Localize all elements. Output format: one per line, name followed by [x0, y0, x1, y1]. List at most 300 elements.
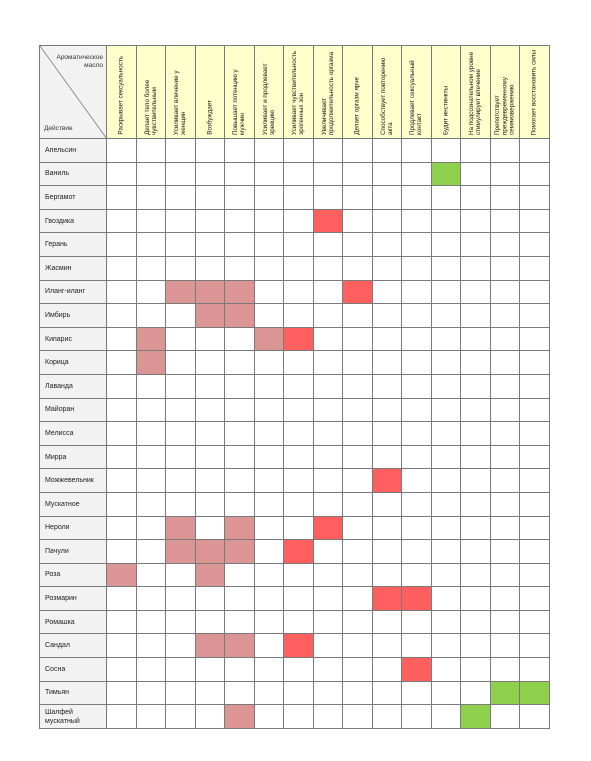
empty-cell [520, 256, 550, 280]
empty-cell [372, 304, 402, 328]
empty-cell [136, 304, 166, 328]
empty-cell [431, 327, 461, 351]
empty-cell [490, 610, 520, 634]
empty-cell [254, 351, 284, 375]
empty-cell [284, 351, 314, 375]
column-header [490, 46, 520, 139]
marked-cell [372, 469, 402, 493]
empty-cell [313, 610, 343, 634]
empty-cell [107, 162, 137, 186]
empty-cell [402, 374, 432, 398]
column-header-label: Усиливает влечение у женщин [173, 70, 188, 135]
empty-cell [431, 398, 461, 422]
row-label-oil: Можжевельник [40, 469, 107, 493]
empty-cell [195, 327, 225, 351]
empty-cell [461, 256, 491, 280]
empty-cell [254, 492, 284, 516]
header-row [40, 46, 550, 139]
empty-cell [254, 162, 284, 186]
empty-cell [402, 256, 432, 280]
empty-cell [461, 469, 491, 493]
empty-cell [195, 186, 225, 210]
empty-cell [254, 705, 284, 729]
empty-cell [402, 469, 432, 493]
empty-cell [166, 587, 196, 611]
empty-cell [136, 139, 166, 163]
empty-cell [166, 186, 196, 210]
empty-cell [284, 681, 314, 705]
empty-cell [490, 422, 520, 446]
empty-cell [490, 209, 520, 233]
empty-cell [343, 610, 373, 634]
empty-cell [225, 469, 255, 493]
marked-cell [136, 327, 166, 351]
empty-cell [402, 563, 432, 587]
empty-cell [284, 469, 314, 493]
empty-cell [225, 327, 255, 351]
table-row [40, 563, 550, 587]
column-header [402, 46, 432, 139]
empty-cell [431, 610, 461, 634]
empty-cell [136, 469, 166, 493]
empty-cell [107, 634, 137, 658]
marked-cell [195, 563, 225, 587]
column-header-label: Делает тело более чувствительным [143, 79, 158, 135]
empty-cell [195, 492, 225, 516]
empty-cell [372, 374, 402, 398]
column-header-label: Продлевает сексуальный контакт [409, 60, 424, 135]
empty-cell [372, 634, 402, 658]
empty-cell [402, 280, 432, 304]
empty-cell [431, 304, 461, 328]
empty-cell [461, 563, 491, 587]
empty-cell [166, 139, 196, 163]
marked-cell [225, 634, 255, 658]
table-row [40, 209, 550, 233]
empty-cell [313, 469, 343, 493]
empty-cell [372, 280, 402, 304]
empty-cell [195, 209, 225, 233]
marked-cell [431, 162, 461, 186]
empty-cell [107, 705, 137, 729]
marked-cell [372, 587, 402, 611]
empty-cell [343, 398, 373, 422]
empty-cell [254, 186, 284, 210]
table-row [40, 610, 550, 634]
empty-cell [431, 209, 461, 233]
empty-cell [254, 540, 284, 564]
empty-cell [195, 139, 225, 163]
empty-cell [136, 658, 166, 682]
empty-cell [166, 445, 196, 469]
empty-cell [107, 256, 137, 280]
marked-cell [313, 516, 343, 540]
empty-cell [343, 492, 373, 516]
empty-cell [461, 540, 491, 564]
empty-cell [490, 587, 520, 611]
marked-cell [254, 327, 284, 351]
empty-cell [225, 610, 255, 634]
empty-cell [225, 256, 255, 280]
empty-cell [461, 351, 491, 375]
column-header [195, 46, 225, 139]
empty-cell [461, 233, 491, 257]
empty-cell [490, 233, 520, 257]
empty-cell [254, 422, 284, 446]
empty-cell [195, 610, 225, 634]
empty-cell [520, 469, 550, 493]
empty-cell [107, 186, 137, 210]
column-header-label: Делает оргазм ярче [353, 77, 361, 135]
empty-cell [372, 540, 402, 564]
empty-cell [254, 681, 284, 705]
empty-cell [107, 398, 137, 422]
empty-cell [313, 587, 343, 611]
empty-cell [284, 139, 314, 163]
empty-cell [166, 658, 196, 682]
empty-cell [461, 516, 491, 540]
empty-cell [372, 351, 402, 375]
column-header [166, 46, 196, 139]
empty-cell [490, 327, 520, 351]
empty-cell [343, 304, 373, 328]
marked-cell [284, 634, 314, 658]
empty-cell [520, 398, 550, 422]
empty-cell [254, 634, 284, 658]
empty-cell [166, 563, 196, 587]
empty-cell [107, 351, 137, 375]
empty-cell [107, 492, 137, 516]
column-header [431, 46, 461, 139]
empty-cell [166, 610, 196, 634]
empty-cell [313, 162, 343, 186]
empty-cell [431, 469, 461, 493]
empty-cell [343, 658, 373, 682]
marked-cell [490, 681, 520, 705]
empty-cell [402, 540, 432, 564]
empty-cell [343, 139, 373, 163]
empty-cell [313, 233, 343, 257]
empty-cell [402, 327, 432, 351]
empty-cell [461, 422, 491, 446]
marked-cell [520, 681, 550, 705]
empty-cell [313, 351, 343, 375]
empty-cell [461, 634, 491, 658]
empty-cell [313, 398, 343, 422]
empty-cell [520, 139, 550, 163]
marked-cell [313, 209, 343, 233]
empty-cell [254, 398, 284, 422]
table-row [40, 587, 550, 611]
marked-cell [107, 563, 137, 587]
empty-cell [313, 540, 343, 564]
empty-cell [107, 139, 137, 163]
table-row [40, 705, 550, 729]
row-label-oil: Кипарис [40, 327, 107, 351]
row-label-oil: Тимьян [40, 681, 107, 705]
empty-cell [520, 634, 550, 658]
empty-cell [343, 681, 373, 705]
empty-cell [431, 280, 461, 304]
row-label-oil: Апельсин [40, 139, 107, 163]
marked-cell [402, 587, 432, 611]
empty-cell [284, 658, 314, 682]
empty-cell [313, 422, 343, 446]
table-row [40, 422, 550, 446]
empty-cell [254, 469, 284, 493]
empty-cell [254, 516, 284, 540]
empty-cell [461, 304, 491, 328]
empty-cell [490, 445, 520, 469]
empty-cell [225, 139, 255, 163]
empty-cell [520, 186, 550, 210]
table-row [40, 304, 550, 328]
empty-cell [225, 209, 255, 233]
empty-cell [136, 540, 166, 564]
marked-cell [225, 280, 255, 304]
empty-cell [431, 492, 461, 516]
empty-cell [490, 634, 520, 658]
column-header [136, 46, 166, 139]
empty-cell [372, 658, 402, 682]
empty-cell [195, 445, 225, 469]
row-label-oil: Лаванда [40, 374, 107, 398]
empty-cell [402, 209, 432, 233]
empty-cell [136, 610, 166, 634]
table-row [40, 658, 550, 682]
empty-cell [254, 304, 284, 328]
marked-cell [225, 540, 255, 564]
empty-cell [490, 492, 520, 516]
empty-cell [343, 563, 373, 587]
aroma-oil-table [39, 45, 550, 729]
empty-cell [166, 492, 196, 516]
empty-cell [431, 705, 461, 729]
marked-cell [166, 540, 196, 564]
empty-cell [520, 563, 550, 587]
empty-cell [372, 705, 402, 729]
empty-cell [402, 492, 432, 516]
empty-cell [136, 209, 166, 233]
marked-cell [195, 540, 225, 564]
empty-cell [166, 422, 196, 446]
empty-cell [313, 256, 343, 280]
empty-cell [284, 587, 314, 611]
empty-cell [490, 540, 520, 564]
column-header-label: Будит инстинкты [442, 85, 450, 135]
empty-cell [225, 398, 255, 422]
empty-cell [254, 256, 284, 280]
empty-cell [284, 705, 314, 729]
empty-cell [254, 374, 284, 398]
empty-cell [372, 398, 402, 422]
empty-cell [225, 658, 255, 682]
empty-cell [254, 233, 284, 257]
empty-cell [520, 304, 550, 328]
row-label-oil: Иланг-иланг [40, 280, 107, 304]
empty-cell [136, 634, 166, 658]
empty-cell [461, 162, 491, 186]
empty-cell [284, 516, 314, 540]
empty-cell [313, 304, 343, 328]
table-row [40, 327, 550, 351]
empty-cell [107, 658, 137, 682]
empty-cell [136, 374, 166, 398]
row-label-oil: Шалфей мускатный [40, 705, 107, 729]
column-header-label: Препятствует преждевременному семяизвержению [493, 77, 516, 135]
empty-cell [225, 351, 255, 375]
empty-cell [520, 516, 550, 540]
row-label-oil: Имбирь [40, 304, 107, 328]
column-header [520, 46, 550, 139]
empty-cell [431, 634, 461, 658]
empty-cell [284, 563, 314, 587]
row-label-oil: Жасмин [40, 256, 107, 280]
column-header [254, 46, 284, 139]
corner-header-cell [40, 46, 107, 139]
empty-cell [461, 398, 491, 422]
empty-cell [490, 705, 520, 729]
empty-cell [520, 351, 550, 375]
row-label-oil: Мелисса [40, 422, 107, 446]
empty-cell [402, 516, 432, 540]
empty-cell [402, 610, 432, 634]
empty-cell [195, 469, 225, 493]
empty-cell [107, 233, 137, 257]
table-row [40, 233, 550, 257]
empty-cell [343, 186, 373, 210]
empty-cell [372, 492, 402, 516]
empty-cell [225, 186, 255, 210]
empty-cell [107, 327, 137, 351]
corner-oil-label: Ароматическое масло [56, 54, 103, 69]
empty-cell [490, 374, 520, 398]
row-label-oil: Сосна [40, 658, 107, 682]
marked-cell [195, 634, 225, 658]
table-row [40, 445, 550, 469]
empty-cell [343, 256, 373, 280]
empty-cell [490, 280, 520, 304]
table-row [40, 398, 550, 422]
empty-cell [107, 422, 137, 446]
empty-cell [166, 681, 196, 705]
empty-cell [136, 233, 166, 257]
empty-cell [254, 209, 284, 233]
empty-cell [225, 563, 255, 587]
empty-cell [284, 445, 314, 469]
table-row [40, 492, 550, 516]
empty-cell [195, 233, 225, 257]
empty-cell [372, 327, 402, 351]
empty-cell [372, 186, 402, 210]
marked-cell [225, 304, 255, 328]
table-row [40, 351, 550, 375]
column-header [343, 46, 373, 139]
column-header-label: Усиливает и продлевает эрекцию [261, 63, 276, 135]
empty-cell [136, 587, 166, 611]
empty-cell [372, 681, 402, 705]
empty-cell [313, 374, 343, 398]
empty-cell [461, 327, 491, 351]
empty-cell [313, 705, 343, 729]
empty-cell [136, 256, 166, 280]
column-header [107, 46, 137, 139]
empty-cell [136, 492, 166, 516]
empty-cell [490, 139, 520, 163]
empty-cell [195, 351, 225, 375]
empty-cell [431, 186, 461, 210]
empty-cell [166, 469, 196, 493]
empty-cell [313, 280, 343, 304]
row-label-oil: Ромашка [40, 610, 107, 634]
empty-cell [343, 209, 373, 233]
empty-cell [343, 587, 373, 611]
empty-cell [136, 445, 166, 469]
empty-cell [402, 705, 432, 729]
empty-cell [225, 422, 255, 446]
marked-cell [402, 658, 432, 682]
empty-cell [372, 256, 402, 280]
empty-cell [136, 280, 166, 304]
empty-cell [195, 374, 225, 398]
empty-cell [461, 139, 491, 163]
empty-cell [431, 563, 461, 587]
table-row [40, 256, 550, 280]
empty-cell [195, 162, 225, 186]
table-row [40, 681, 550, 705]
empty-cell [520, 209, 550, 233]
empty-cell [225, 374, 255, 398]
empty-cell [284, 233, 314, 257]
table-row [40, 469, 550, 493]
empty-cell [284, 492, 314, 516]
empty-cell [402, 162, 432, 186]
row-label-oil: Пачули [40, 540, 107, 564]
empty-cell [372, 233, 402, 257]
empty-cell [431, 233, 461, 257]
empty-cell [284, 304, 314, 328]
empty-cell [402, 398, 432, 422]
empty-cell [166, 304, 196, 328]
row-label-oil: Ваниль [40, 162, 107, 186]
column-header-label: Раскрывает сексуальность [117, 56, 125, 135]
table-body [40, 139, 550, 729]
empty-cell [343, 374, 373, 398]
column-header [284, 46, 314, 139]
empty-cell [166, 705, 196, 729]
empty-cell [254, 563, 284, 587]
empty-cell [195, 398, 225, 422]
empty-cell [225, 681, 255, 705]
empty-cell [402, 634, 432, 658]
column-header-label: Увеличивает продолжительность оргазма [320, 51, 335, 135]
table-row [40, 540, 550, 564]
empty-cell [520, 422, 550, 446]
empty-cell [343, 327, 373, 351]
empty-cell [166, 327, 196, 351]
marked-cell [195, 280, 225, 304]
empty-cell [107, 540, 137, 564]
column-header-label: Усиливает чувствительность эрогенных зон [291, 50, 306, 135]
row-label-oil: Сандал [40, 634, 107, 658]
empty-cell [520, 658, 550, 682]
table-row [40, 139, 550, 163]
marked-cell [166, 280, 196, 304]
empty-cell [225, 162, 255, 186]
empty-cell [520, 327, 550, 351]
empty-cell [431, 422, 461, 446]
empty-cell [313, 139, 343, 163]
